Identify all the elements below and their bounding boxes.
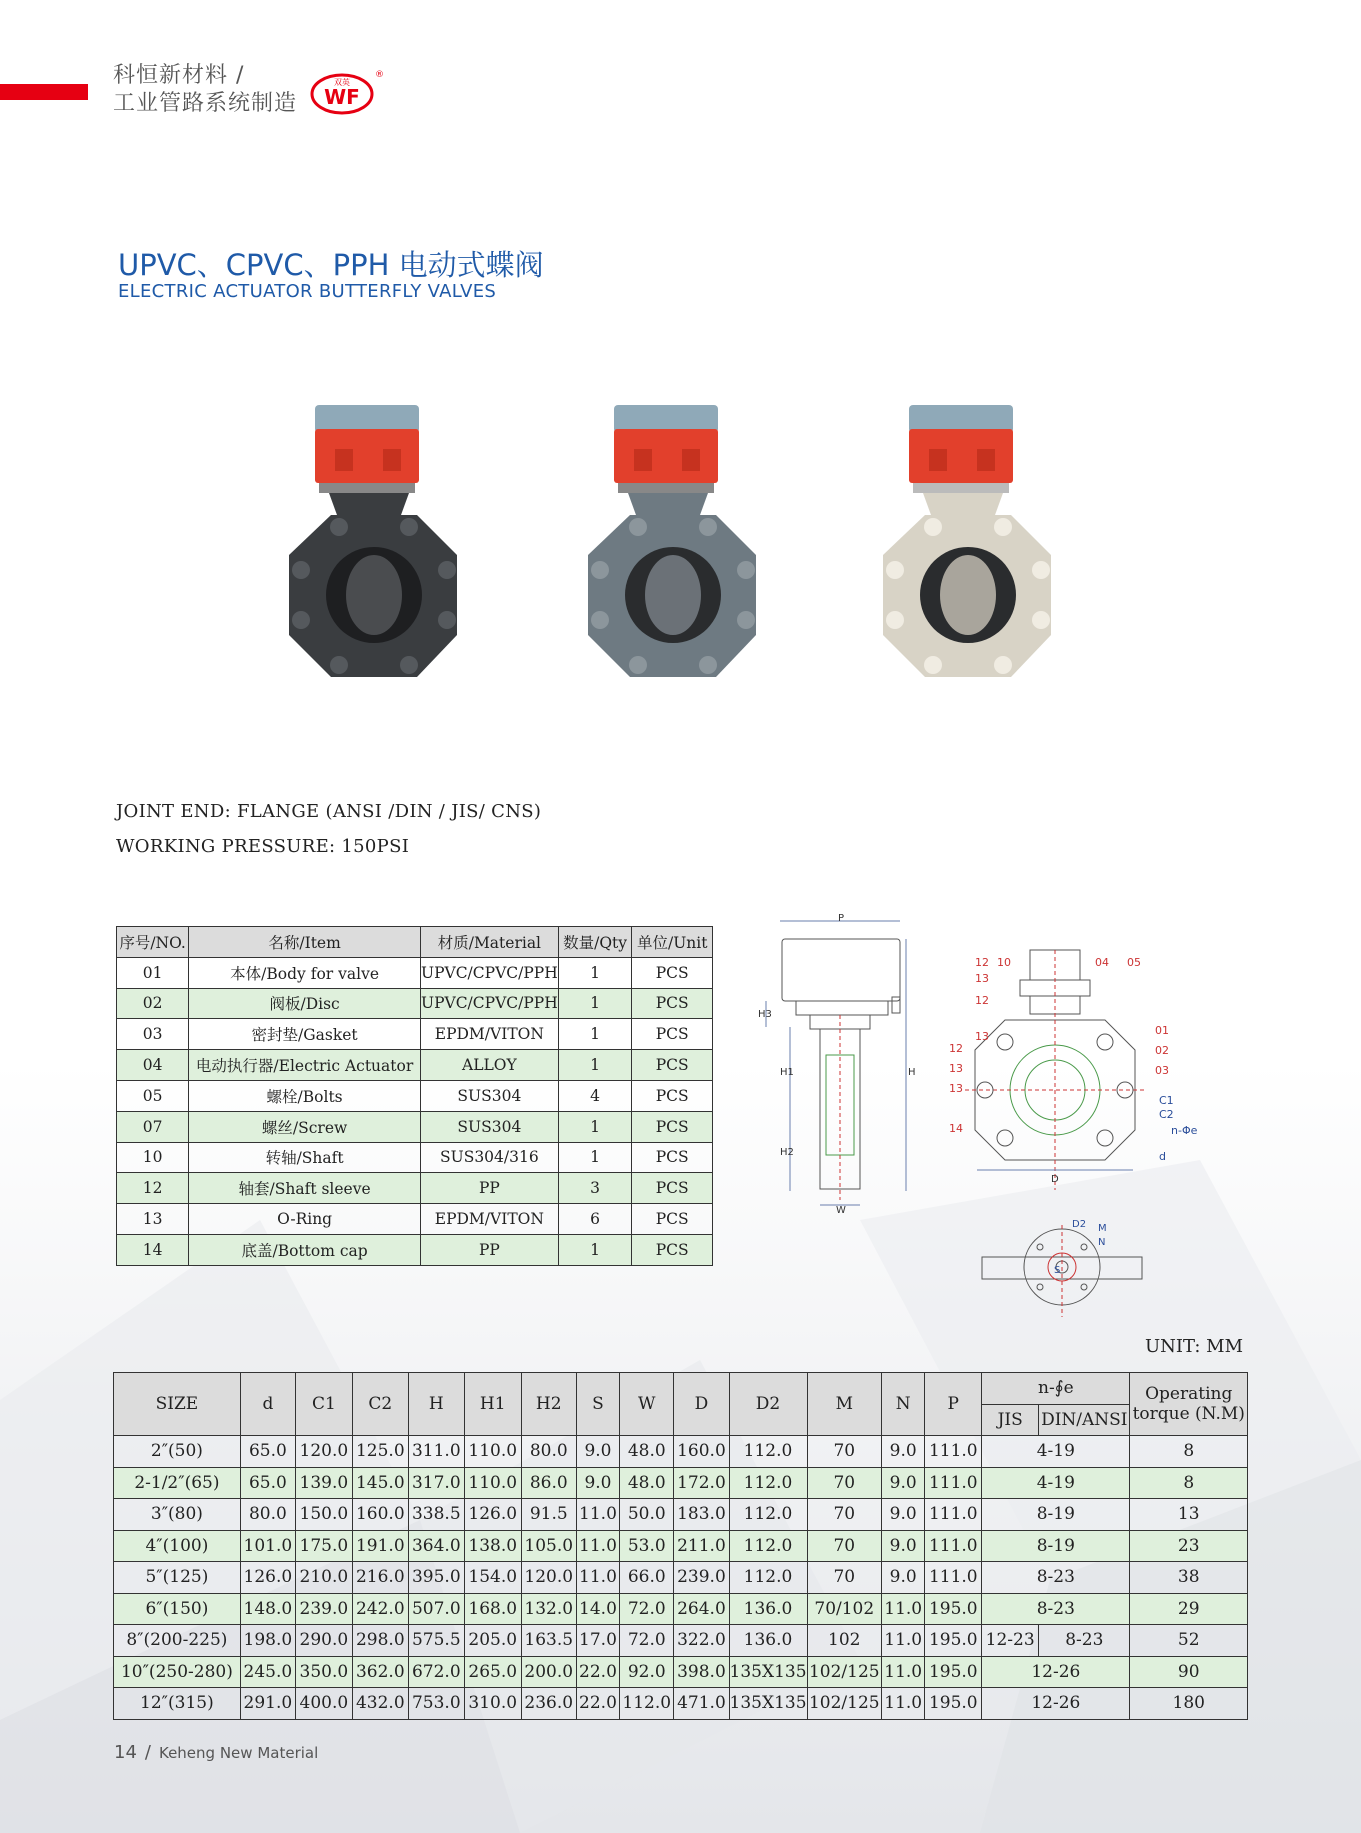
parts-cell: PCS (632, 1234, 713, 1265)
dim-cell: 112.0 (729, 1436, 807, 1468)
parts-cell: 03 (117, 1019, 189, 1050)
dim-cell-n-e: 4-19 (982, 1436, 1130, 1468)
dim-cell: 6″(150) (114, 1593, 241, 1625)
dim-cell: 183.0 (674, 1499, 729, 1531)
dim-cell: 191.0 (352, 1530, 408, 1562)
dim-cell: 195.0 (925, 1688, 982, 1720)
drawing-label-n: N (1098, 1237, 1106, 1248)
dim-cell: 111.0 (925, 1562, 982, 1594)
dim-cell: 120.0 (295, 1436, 352, 1468)
dim-cell: 290.0 (295, 1625, 352, 1657)
parts-cell: 螺丝/Screw (189, 1111, 421, 1142)
parts-header-unit: 单位/Unit (632, 927, 713, 958)
parts-cell: 12 (117, 1173, 189, 1204)
dim-cell: 112.0 (620, 1688, 674, 1720)
dim-table-row (114, 1656, 1248, 1688)
dim-cell: 338.5 (408, 1499, 464, 1531)
dim-cell: 160.0 (674, 1436, 729, 1468)
dim-table-row (114, 1530, 1248, 1562)
drawing-label-02: 02 (1155, 1044, 1169, 1057)
parts-cell: 1 (558, 957, 632, 988)
drawing-label-05: 05 (1127, 956, 1141, 969)
dim-cell: 471.0 (674, 1688, 729, 1720)
dim-cell: 70/102 (807, 1593, 882, 1625)
dim-cell-torque: 38 (1130, 1562, 1248, 1594)
dim-cell: 111.0 (925, 1499, 982, 1531)
drawing-label-w: W (836, 1205, 846, 1216)
dim-cell: 364.0 (408, 1530, 464, 1562)
parts-table-row (117, 1234, 713, 1265)
drawing-label-D: D (1051, 1174, 1059, 1185)
dim-cell: 125.0 (352, 1436, 408, 1468)
dim-cell: 132.0 (521, 1593, 576, 1625)
dim-cell-jis: 12-23 (982, 1625, 1039, 1657)
dim-cell: 112.0 (729, 1530, 807, 1562)
dim-header-size: SIZE (114, 1373, 241, 1436)
dim-cell: 14.0 (576, 1593, 619, 1625)
dim-table-row (114, 1562, 1248, 1594)
dim-table-row (114, 1467, 1248, 1499)
dim-cell: 3″(80) (114, 1499, 241, 1531)
dim-header-torque (1130, 1373, 1248, 1436)
dim-cell: 101.0 (240, 1530, 295, 1562)
dim-cell: 239.0 (674, 1562, 729, 1594)
brand-text (113, 62, 297, 118)
dim-header-m: M (807, 1373, 882, 1436)
page-subtitle: ELECTRIC ACTUATOR BUTTERFLY VALVES (118, 281, 497, 302)
dim-cell: 9.0 (882, 1562, 925, 1594)
joint-end-spec: JOINT END: FLANGE (ANSI /DIN / JIS/ CNS) (116, 801, 542, 822)
dim-cell: 80.0 (240, 1499, 295, 1531)
dim-cell: 111.0 (925, 1436, 982, 1468)
dim-header-h1: H1 (464, 1373, 521, 1436)
dim-cell: 200.0 (521, 1656, 576, 1688)
dim-header-torque-line2: torque (N.M) (1132, 1404, 1245, 1424)
dim-cell-n-e: 8-19 (982, 1499, 1130, 1531)
valve-black-photo (279, 405, 469, 695)
drawing-label-12b: 12 (975, 994, 989, 1007)
dim-header-n: N (882, 1373, 925, 1436)
dim-cell-n-e: 12-26 (982, 1656, 1130, 1688)
dim-header-s: S (576, 1373, 619, 1436)
dim-cell: 138.0 (464, 1530, 521, 1562)
drawing-label-13a: 13 (975, 972, 989, 985)
dim-cell: 11.0 (882, 1656, 925, 1688)
unit-label: UNIT: MM (1145, 1336, 1244, 1357)
dim-cell: 298.0 (352, 1625, 408, 1657)
logo-wf-text: WF (324, 85, 360, 109)
dim-cell-torque: 29 (1130, 1593, 1248, 1625)
parts-cell: PCS (632, 1173, 713, 1204)
dim-cell: 112.0 (729, 1467, 807, 1499)
dim-cell: 53.0 (620, 1530, 674, 1562)
parts-cell: PCS (632, 1050, 713, 1081)
dim-cell: 136.0 (729, 1593, 807, 1625)
dim-cell: 172.0 (674, 1467, 729, 1499)
parts-cell: ALLOY (421, 1050, 559, 1081)
parts-table-row (117, 1173, 713, 1204)
dim-cell: 9.0 (576, 1467, 619, 1499)
dim-cell: 242.0 (352, 1593, 408, 1625)
dim-cell-torque: 8 (1130, 1467, 1248, 1499)
dim-cell: 362.0 (352, 1656, 408, 1688)
parts-cell: O-Ring (189, 1204, 421, 1235)
dim-cell: 126.0 (240, 1562, 295, 1594)
dim-cell: 175.0 (295, 1530, 352, 1562)
parts-cell: 01 (117, 957, 189, 988)
drawing-label-h: H (908, 1067, 916, 1078)
parts-cell: UPVC/CPVC/PPH (421, 957, 559, 988)
dim-cell: 70 (807, 1467, 882, 1499)
dim-cell: 17.0 (576, 1625, 619, 1657)
dim-cell-n-e: 8-19 (982, 1530, 1130, 1562)
drawing-label-13c: 13 (949, 1062, 963, 1075)
parts-cell: 底盖/Bottom cap (189, 1234, 421, 1265)
brand-line-1: 科恒新材料 / (113, 63, 245, 88)
drawing-label-13d: 13 (949, 1082, 963, 1095)
parts-cell: 1 (558, 1234, 632, 1265)
side-view-drawing (760, 915, 920, 1215)
parts-table-row (117, 1142, 713, 1173)
dim-cell: 311.0 (408, 1436, 464, 1468)
dim-header-h: H (408, 1373, 464, 1436)
dim-cell: 9.0 (882, 1530, 925, 1562)
dim-cell: 753.0 (408, 1688, 464, 1720)
parts-cell: PCS (632, 1019, 713, 1050)
page-footer (114, 1742, 318, 1763)
dim-cell: 163.5 (521, 1625, 576, 1657)
dim-cell: 398.0 (674, 1656, 729, 1688)
dim-cell: 432.0 (352, 1688, 408, 1720)
dim-cell: 8″(200-225) (114, 1625, 241, 1657)
logo-registered-mark: ® (375, 70, 384, 80)
parts-cell: PP (421, 1234, 559, 1265)
dim-cell: 2-1/2″(65) (114, 1467, 241, 1499)
dim-cell: 48.0 (620, 1436, 674, 1468)
parts-header-material: 材质/Material (421, 927, 559, 958)
parts-cell: 1 (558, 1050, 632, 1081)
parts-cell: 轴套/Shaft sleeve (189, 1173, 421, 1204)
front-view-drawing (945, 950, 1198, 1215)
parts-header-qty: 数量/Qty (558, 927, 632, 958)
valve-beige-photo (873, 405, 1063, 695)
dim-cell: 70 (807, 1530, 882, 1562)
parts-cell: 05 (117, 1080, 189, 1111)
parts-header-item: 名称/Item (189, 927, 421, 958)
drawing-label-s: S (1054, 1265, 1061, 1276)
dim-cell-torque: 52 (1130, 1625, 1248, 1657)
dim-cell: 672.0 (408, 1656, 464, 1688)
dim-cell: 92.0 (620, 1656, 674, 1688)
dim-cell: 350.0 (295, 1656, 352, 1688)
parts-cell: PCS (632, 1111, 713, 1142)
parts-table-row (117, 988, 713, 1019)
dim-table-row (114, 1625, 1248, 1657)
parts-cell: 4 (558, 1080, 632, 1111)
dim-cell: 4″(100) (114, 1530, 241, 1562)
dim-header-w: W (620, 1373, 674, 1436)
parts-cell: PCS (632, 1080, 713, 1111)
dim-header-h2: H2 (521, 1373, 576, 1436)
dim-cell: 135X135 (729, 1688, 807, 1720)
parts-cell: 04 (117, 1050, 189, 1081)
dim-cell: 11.0 (576, 1562, 619, 1594)
dim-header-n-e: n-∮e (982, 1373, 1130, 1405)
parts-cell: PCS (632, 988, 713, 1019)
working-pressure-spec: WORKING PRESSURE: 150PSI (116, 836, 410, 857)
dim-cell: 507.0 (408, 1593, 464, 1625)
dim-header-jis: JIS (982, 1404, 1039, 1436)
drawing-label-h3: H3 (758, 1009, 772, 1020)
dim-cell: 236.0 (521, 1688, 576, 1720)
parts-table-row (117, 957, 713, 988)
dim-cell: 70 (807, 1562, 882, 1594)
dim-cell: 22.0 (576, 1688, 619, 1720)
parts-cell: 3 (558, 1173, 632, 1204)
drawing-label-ne: n-Φe (1171, 1124, 1198, 1137)
dim-header-d: d (240, 1373, 295, 1436)
parts-table-row (117, 1080, 713, 1111)
dim-cell: 195.0 (925, 1625, 982, 1657)
dim-header-din-ansi: DIN/ANSI (1039, 1404, 1130, 1436)
dim-cell: 110.0 (464, 1467, 521, 1499)
dim-cell: 310.0 (464, 1688, 521, 1720)
dim-cell: 12″(315) (114, 1688, 241, 1720)
dim-cell: 239.0 (295, 1593, 352, 1625)
dim-cell: 150.0 (295, 1499, 352, 1531)
dim-table-row (114, 1436, 1248, 1468)
valve-gray-photo (578, 405, 768, 695)
page-title: UPVC、CPVC、PPH 电动式蝶阀 (118, 248, 544, 282)
dim-table-row (114, 1593, 1248, 1625)
drawing-label-d: d (1159, 1150, 1166, 1163)
parts-table-row (117, 1111, 713, 1142)
parts-cell: 10 (117, 1142, 189, 1173)
brand-line-2: 工业管路系统制造 (113, 91, 298, 116)
dim-cell: 395.0 (408, 1562, 464, 1594)
dim-header-p: P (925, 1373, 982, 1436)
dim-cell: 11.0 (576, 1530, 619, 1562)
dim-cell: 102/125 (807, 1656, 882, 1688)
dim-cell: 70 (807, 1436, 882, 1468)
dim-cell: 9.0 (882, 1436, 925, 1468)
drawing-label-12c: 12 (949, 1042, 963, 1055)
header-red-accent-bar (0, 84, 88, 100)
parts-cell: UPVC/CPVC/PPH (421, 988, 559, 1019)
dim-cell: 72.0 (620, 1593, 674, 1625)
dim-cell: 211.0 (674, 1530, 729, 1562)
dim-cell: 575.5 (408, 1625, 464, 1657)
dim-cell: 9.0 (882, 1499, 925, 1531)
dim-cell: 168.0 (464, 1593, 521, 1625)
dim-cell: 111.0 (925, 1530, 982, 1562)
parts-cell: 13 (117, 1204, 189, 1235)
dim-cell: 11.0 (882, 1688, 925, 1720)
dim-cell: 72.0 (620, 1625, 674, 1657)
dim-cell-n-e: 8-23 (982, 1562, 1130, 1594)
parts-cell: 转轴/Shaft (189, 1142, 421, 1173)
dim-cell: 265.0 (464, 1656, 521, 1688)
dim-header-c1: C1 (295, 1373, 352, 1436)
dim-cell: 110.0 (464, 1436, 521, 1468)
dim-header-d2: D2 (729, 1373, 807, 1436)
dim-cell: 9.0 (576, 1436, 619, 1468)
dim-cell: 11.0 (882, 1593, 925, 1625)
dim-cell: 86.0 (521, 1467, 576, 1499)
dim-header-D: D (674, 1373, 729, 1436)
dim-cell: 195.0 (925, 1593, 982, 1625)
parts-cell: PP (421, 1173, 559, 1204)
drawing-label-13b: 13 (975, 1030, 989, 1043)
dim-cell: 111.0 (925, 1467, 982, 1499)
dim-cell: 112.0 (729, 1562, 807, 1594)
dim-cell-torque: 23 (1130, 1530, 1248, 1562)
dim-cell: 112.0 (729, 1499, 807, 1531)
dim-cell-torque: 90 (1130, 1656, 1248, 1688)
parts-table-row (117, 1050, 713, 1081)
parts-cell: 螺栓/Bolts (189, 1080, 421, 1111)
dim-cell: 9.0 (882, 1467, 925, 1499)
drawing-label-14: 14 (949, 1122, 963, 1135)
parts-header-no: 序号/NO. (117, 927, 189, 958)
parts-cell: EPDM/VITON (421, 1019, 559, 1050)
parts-cell: 电动执行器/Electric Actuator (189, 1050, 421, 1081)
parts-cell: 14 (117, 1234, 189, 1265)
dim-table-row (114, 1688, 1248, 1720)
drawing-label-m: M (1098, 1223, 1107, 1234)
dim-cell: 400.0 (295, 1688, 352, 1720)
parts-cell: 1 (558, 1111, 632, 1142)
bottom-view-drawing (980, 1217, 1145, 1322)
drawing-label-01: 01 (1155, 1024, 1169, 1037)
parts-cell: SUS304 (421, 1080, 559, 1111)
drawing-label-p: P (838, 913, 845, 924)
dim-cell-n-e: 12-26 (982, 1688, 1130, 1720)
drawing-label-c2: C2 (1159, 1108, 1174, 1121)
wf-logo (309, 66, 384, 116)
dim-cell-n-e: 4-19 (982, 1467, 1130, 1499)
dim-cell: 65.0 (240, 1436, 295, 1468)
footer-company-name: Keheng New Material (158, 1744, 319, 1762)
dim-table-row (114, 1499, 1248, 1531)
dim-cell: 136.0 (729, 1625, 807, 1657)
dim-cell: 245.0 (240, 1656, 295, 1688)
dim-cell-torque: 180 (1130, 1688, 1248, 1720)
parts-table (116, 926, 713, 1266)
dim-header-c2: C2 (352, 1373, 408, 1436)
parts-cell: 07 (117, 1111, 189, 1142)
dim-cell: 210.0 (295, 1562, 352, 1594)
parts-cell: PCS (632, 1142, 713, 1173)
parts-cell: SUS304 (421, 1111, 559, 1142)
dim-cell: 10″(250-280) (114, 1656, 241, 1688)
dim-cell: 154.0 (464, 1562, 521, 1594)
parts-cell: 6 (558, 1204, 632, 1235)
dim-cell: 198.0 (240, 1625, 295, 1657)
dim-cell: 66.0 (620, 1562, 674, 1594)
dim-cell: 102 (807, 1625, 882, 1657)
drawing-label-04: 04 (1095, 956, 1109, 969)
drawing-label-h1: H1 (780, 1067, 794, 1078)
parts-cell: PCS (632, 1204, 713, 1235)
dim-cell: 91.5 (521, 1499, 576, 1531)
dim-cell: 205.0 (464, 1625, 521, 1657)
dim-cell: 322.0 (674, 1625, 729, 1657)
dim-cell: 120.0 (521, 1562, 576, 1594)
dim-cell: 105.0 (521, 1530, 576, 1562)
dim-cell: 216.0 (352, 1562, 408, 1594)
dim-cell-din-ansi: 8-23 (1039, 1625, 1130, 1657)
dim-header-row-1 (114, 1373, 1248, 1405)
dim-cell: 2″(50) (114, 1436, 241, 1468)
parts-table-header-row (117, 927, 713, 958)
page-number: 14 (114, 1742, 137, 1763)
dim-cell: 126.0 (464, 1499, 521, 1531)
parts-cell: PCS (632, 957, 713, 988)
dim-cell-torque: 13 (1130, 1499, 1248, 1531)
parts-cell: 1 (558, 1142, 632, 1173)
dim-header-torque-line1: Operating (1145, 1384, 1233, 1404)
dim-cell: 317.0 (408, 1467, 464, 1499)
dim-cell-torque: 8 (1130, 1436, 1248, 1468)
dim-cell: 139.0 (295, 1467, 352, 1499)
dim-cell-n-e: 8-23 (982, 1593, 1130, 1625)
dim-cell: 160.0 (352, 1499, 408, 1531)
logo-top-text: 双英 (334, 78, 350, 87)
parts-table-row (117, 1204, 713, 1235)
dim-cell: 22.0 (576, 1656, 619, 1688)
parts-cell: 1 (558, 988, 632, 1019)
parts-cell: 密封垫/Gasket (189, 1019, 421, 1050)
dim-cell: 65.0 (240, 1467, 295, 1499)
drawing-label-12a: 12 (975, 956, 989, 969)
dim-cell: 291.0 (240, 1688, 295, 1720)
parts-cell: 1 (558, 1019, 632, 1050)
parts-table-row (117, 1019, 713, 1050)
parts-cell: 02 (117, 988, 189, 1019)
drawing-label-d2: D2 (1072, 1219, 1087, 1230)
parts-cell: 阀板/Disc (189, 988, 421, 1019)
parts-cell: EPDM/VITON (421, 1204, 559, 1235)
drawing-label-03: 03 (1155, 1064, 1169, 1077)
dim-cell: 5″(125) (114, 1562, 241, 1594)
dim-cell: 70 (807, 1499, 882, 1531)
parts-cell: SUS304/316 (421, 1142, 559, 1173)
drawing-label-10: 10 (997, 956, 1011, 969)
dim-cell: 11.0 (882, 1625, 925, 1657)
footer-separator: / (144, 1742, 151, 1763)
dim-cell: 48.0 (620, 1467, 674, 1499)
dim-cell: 264.0 (674, 1593, 729, 1625)
dim-cell: 102/125 (807, 1688, 882, 1720)
dim-cell: 80.0 (521, 1436, 576, 1468)
drawing-label-c1: C1 (1159, 1094, 1174, 1107)
dim-cell: 11.0 (576, 1499, 619, 1531)
parts-cell: 本体/Body for valve (189, 957, 421, 988)
dimension-table (113, 1372, 1248, 1720)
dim-cell: 148.0 (240, 1593, 295, 1625)
dim-cell: 135X135 (729, 1656, 807, 1688)
drawing-label-h2: H2 (780, 1147, 794, 1158)
dim-cell: 145.0 (352, 1467, 408, 1499)
dim-cell: 195.0 (925, 1656, 982, 1688)
dim-cell: 50.0 (620, 1499, 674, 1531)
